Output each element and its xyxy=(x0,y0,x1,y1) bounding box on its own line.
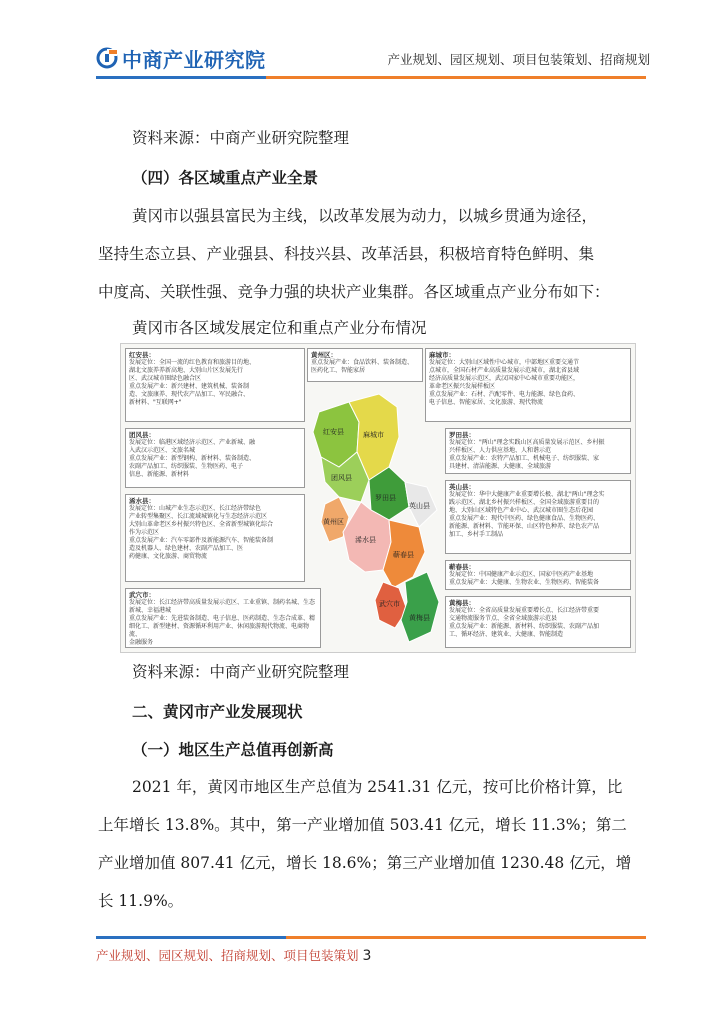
map-label-xishui: 浠水县 xyxy=(355,536,376,544)
info-box-huangmei: 黄梅县： 发展定位：全省高质量发展重要增长点、长江经济带重要 交通物流服务节点、全省全域旅游示范县 重点发展产业：新能源、新材料、纺织服装、农副产品加 工、循环经济、建筑业、大健康、智能制造 xyxy=(445,596,631,648)
page-number: 3 xyxy=(362,948,372,964)
huanggang-region-map xyxy=(309,392,449,652)
info-box-qichun: 蕲春县： 发展定位：中国健康产业示范区、国家中医药产业基地 重点发展产业：大健康、生物农业、生物医药、智能装备 xyxy=(445,560,631,590)
section-heading-2: 二、黄冈市产业发展现状 xyxy=(132,702,303,721)
map-label-wuxue: 武穴市 xyxy=(379,600,400,608)
map-label-hongan: 红安县 xyxy=(323,428,344,436)
footer-divider-orange xyxy=(286,936,646,939)
header-tagline: 产业规划、园区规划、项目包装策划、招商规划 xyxy=(387,52,650,67)
map-label-qichun: 蕲春县 xyxy=(393,551,414,559)
source-note-1: 资料来源：中商产业研究院整理 xyxy=(132,129,350,147)
info-box-yingshan: 英山县： 发展定位：华中大健康产业重要增长极、湖北"两山"理念实 践示范区、湖北乡村振兴样板区、全国全域旅游重要目的 地、大别山区域特色产业中心、武汉城市圈生态后花园 重点发展产业：现代中医药、绿色健康食品、生物医药、 新能源、新材料、节能环保、山区特色种养、绿色农产品 加工、乡村手工制品 xyxy=(445,480,631,554)
subsection-heading-1: （一）地区生产总值再创新高 xyxy=(132,740,334,759)
info-box-huangzhou: 黄州区： 重点发展产业：食品饮料、装备制造、 医药化工、智能家居 xyxy=(307,348,423,382)
header-divider-blue xyxy=(96,76,266,79)
paragraph-2-line-4: 长 11.9%。 xyxy=(98,892,184,910)
info-box-hongan: 红安县： 发展定位：全国一流的红色教育和旅游目的地、 湖北文旅养养新高地、大别山片区发展先行 区、武汉城市圈绿色融合区 重点发展产业：新兴建材、建筑机械、装备制 造、文旅康养、现代农产品加工、军民融合、 新材料、"互联网+" xyxy=(125,348,305,422)
map-label-macheng: 麻城市 xyxy=(363,431,384,439)
page-footer xyxy=(96,946,371,964)
page-header xyxy=(0,0,724,80)
paragraph-2-line-2: 上年增长 13.8%。其中，第一产业增加值 503.41 亿元，增长 11.3%；第二 xyxy=(98,816,627,834)
map-label-yingshan: 英山县 xyxy=(409,502,430,510)
paragraph-1-line-3: 中度高、关联性强、竞争力强的块状产业集群。各区域重点产业分布如下： xyxy=(98,283,610,301)
footer-divider-blue xyxy=(96,936,286,939)
map-label-huangzhou: 黄州区 xyxy=(323,518,344,526)
map-label-luotian: 罗田县 xyxy=(375,494,396,502)
map-label-tuanfeng: 团风县 xyxy=(331,474,352,482)
paragraph-1-line-2: 坚持生态立县、产业强县、科技兴县、改革活县，积极培育特色鲜明、集 xyxy=(98,245,595,263)
source-note-2: 资料来源：中商产业研究院整理 xyxy=(132,663,350,681)
logo-text: 中商产业研究院 xyxy=(122,47,266,72)
info-box-macheng: 麻城市： 发展定位：大别山区域性中心城市，中部地区重要交通节 点城市，全国石材产业高质量发展示范城市，湖北省县域 经济高质量发展示范区，武汉国家中心城市重要功能区， 革命老区振兴发展样板区 重点发展产业：石材、汽配零件、电力能源、绿色食药、 电子信息、智能家居、文化旅游、现代物流 xyxy=(425,348,631,422)
logo xyxy=(96,44,266,72)
paragraph-2-line-1: 2021 年，黄冈市地区生产总值为 2541.31 亿元，按可比价格计算，比 xyxy=(132,778,623,796)
figure-caption: 黄冈市各区域发展定位和重点产业分布情况 xyxy=(132,319,427,337)
paragraph-2-line-3: 产业增加值 807.41 亿元，增长 18.6%；第三产业增加值 1230.48 亿元，增 xyxy=(98,854,632,872)
info-box-luotian: 罗田县： 发展定位："两山"理念实践山区高质量发展示范区、乡村振 兴样板区、人力供应基地、人和谐示范 重点发展产业：农特产品加工、机械电子、纺织服装、家 具建材、清洁能源、大健康、全域旅游 xyxy=(445,428,631,474)
region-industry-map-figure xyxy=(120,343,636,653)
info-box-xishui: 浠水县： 发展定位：山城产业生态示范区、长江经济带绿色 产业转型集聚区、长江流域城镇化与生态经济示范区 大别山革命老区乡村振兴特色区、全省新型城镇化综合 作为示范区 重点发展产业：汽车零部件及新能源汽车、智能装备制 造及机器人、绿色建材、农副产品加工、医 药健康、文化旅游、商贸物流 xyxy=(125,494,305,582)
subsection-heading-4: （四）各区域重点产业全景 xyxy=(132,168,319,187)
region-huangmei xyxy=(401,572,439,642)
info-box-tuanfeng: 团风县： 发展定位：临港区域经济示范区、产业新城、融 入武汉示范区、文旅名城 重点发展产业：新型钢构、新材料、装备制造、 农副产品加工、纺织服装、生物医药、电子 信息、新能源、新材料 xyxy=(125,428,305,488)
footer-tagline: 产业规划、园区规划、招商规划、项目包装策划 xyxy=(96,948,359,963)
logo-icon xyxy=(96,47,118,69)
header-divider-orange xyxy=(266,76,646,79)
map-label-huangmei: 黄梅县 xyxy=(409,614,430,622)
info-box-wuxue: 武穴市： 发展定位：长江经济带高质量发展示范区、工业重镇、制药名城、生态 新城、幸福港城 重点发展产业：先进装备制造、电子信息、医药制造、生态合成革、精 细化工、新型建材、资源循环利用产业、休闲旅游现代物流、电商物流、 金融服务 xyxy=(125,588,321,648)
paragraph-1-line-1: 黄冈市以强县富民为主线，以改革发展为动力，以城乡贯通为途径， xyxy=(132,207,598,225)
